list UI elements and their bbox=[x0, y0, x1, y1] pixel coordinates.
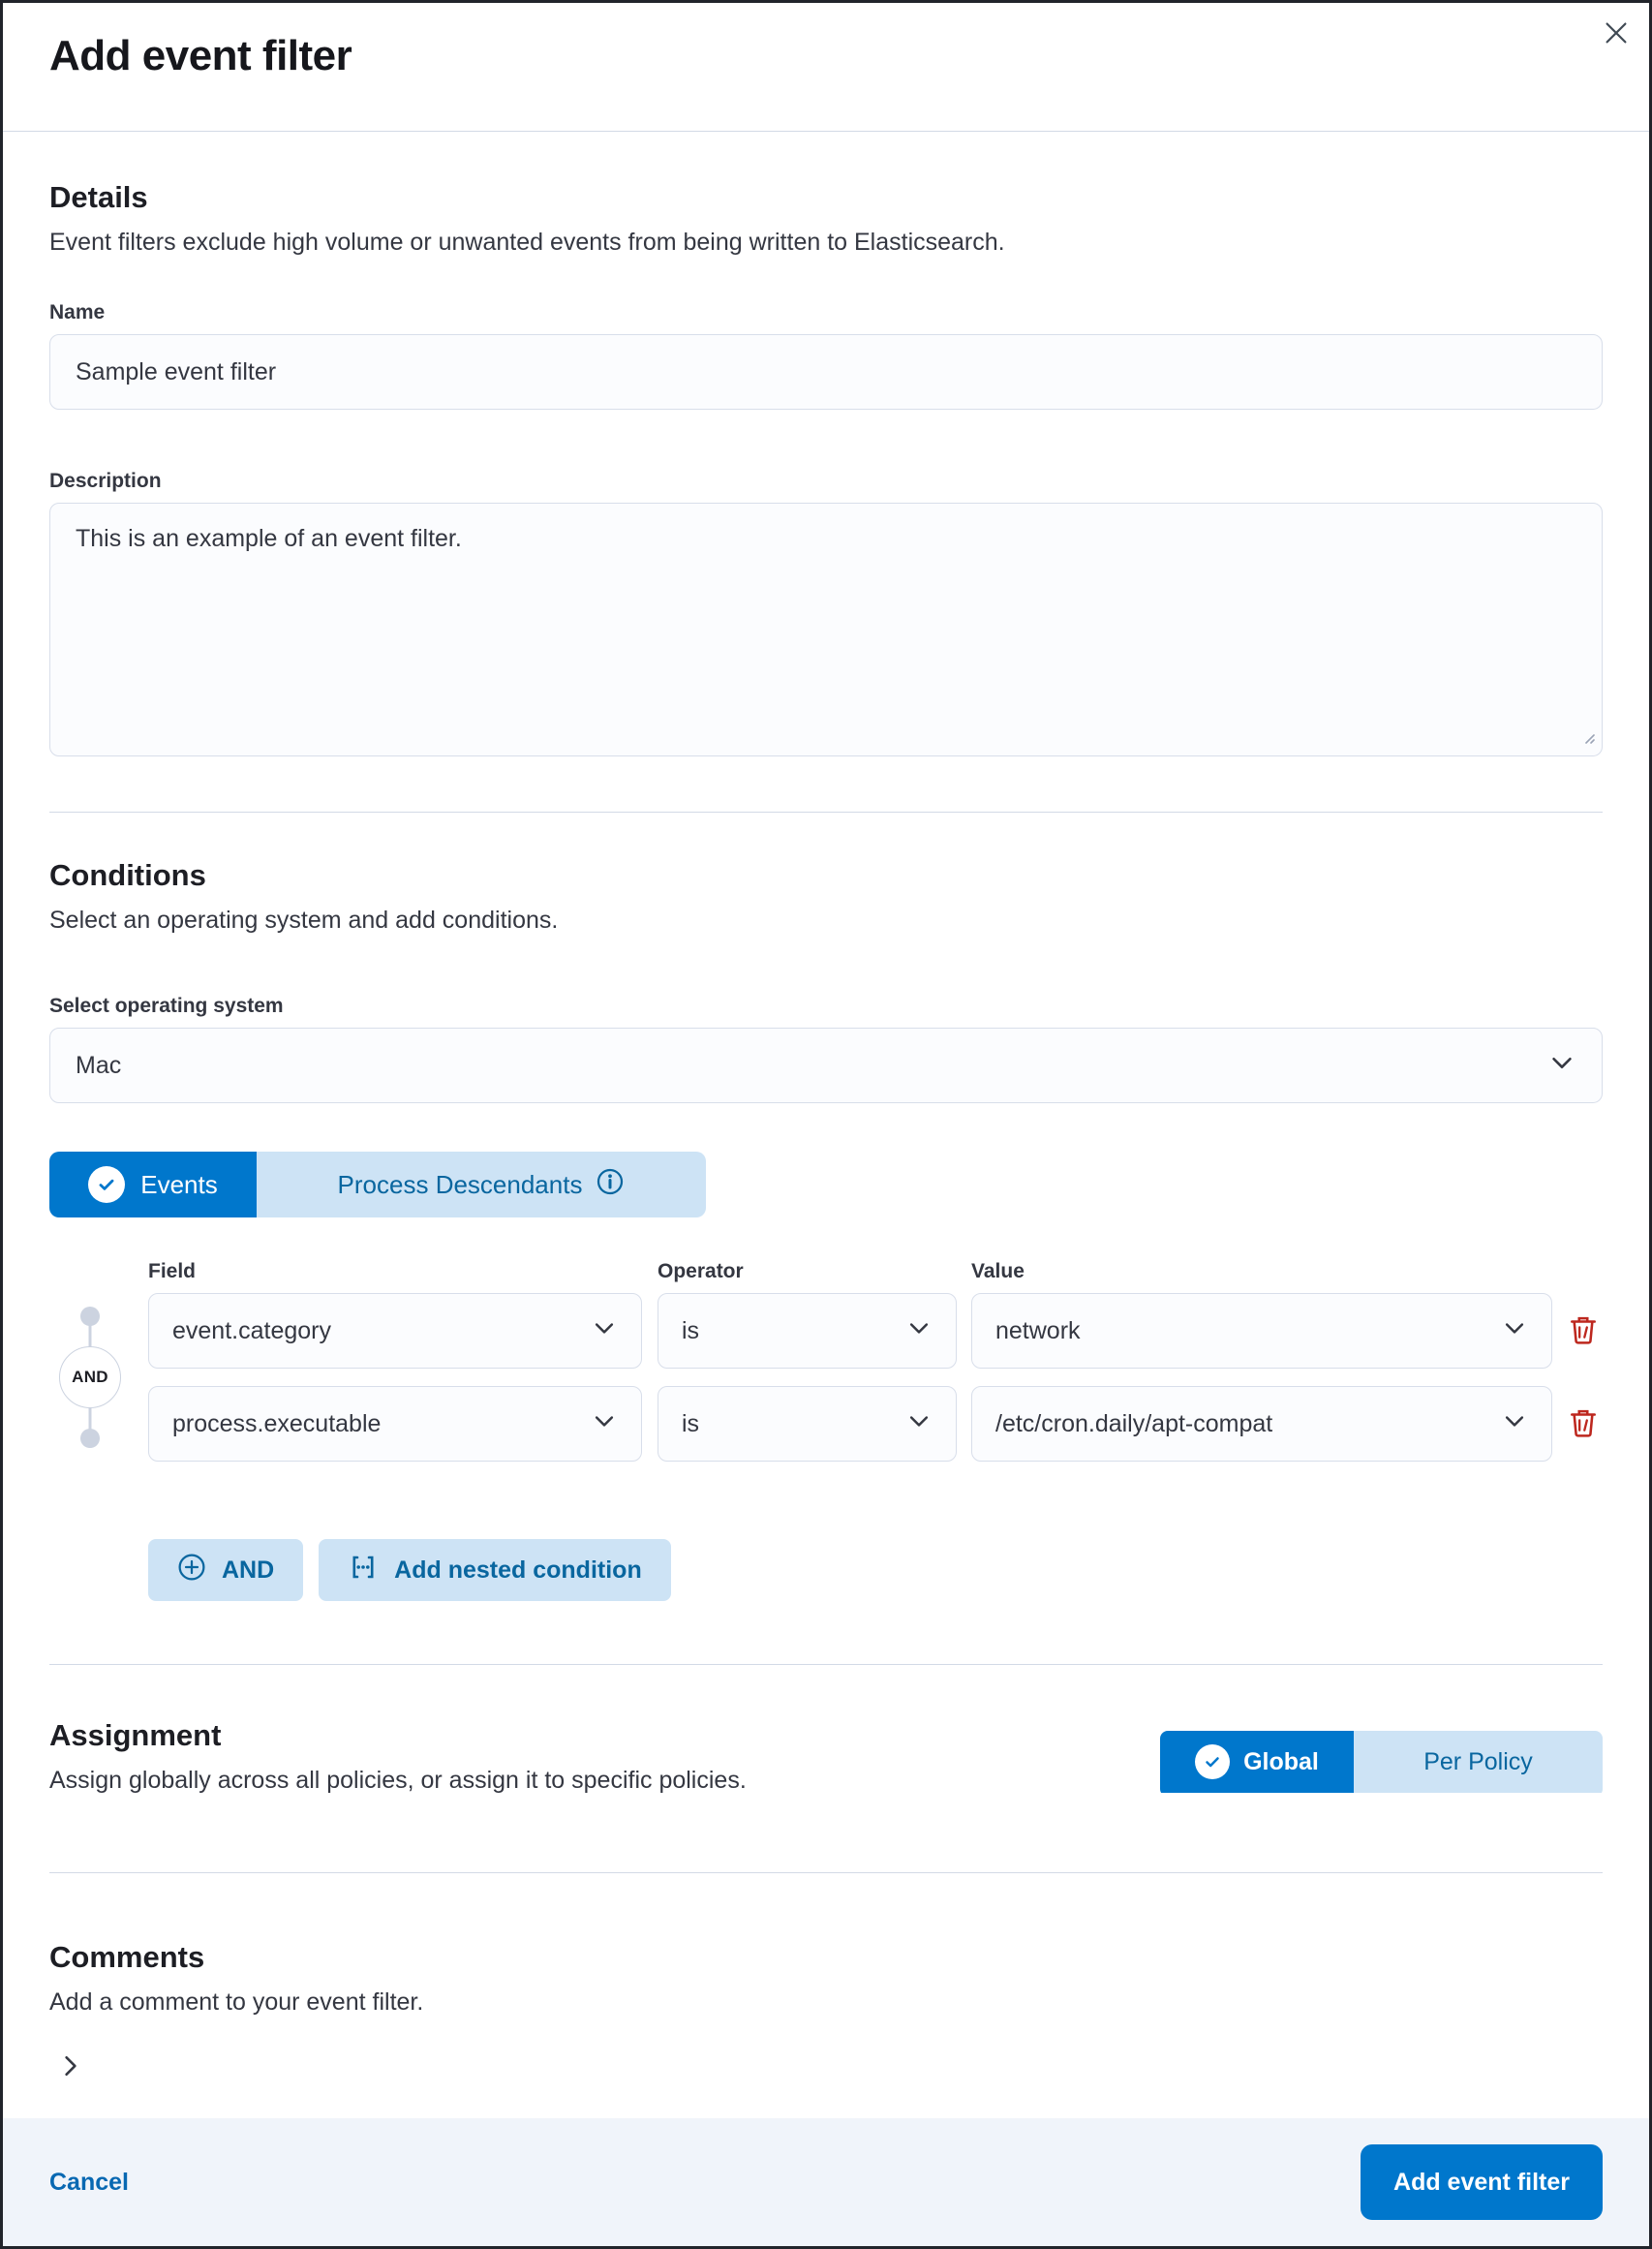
conditions-subtitle: Select an operating system and add conditions. bbox=[49, 907, 559, 934]
name-label: Name bbox=[49, 301, 106, 323]
chevron-down-icon bbox=[1547, 1048, 1576, 1084]
operator-select-value: is bbox=[682, 1316, 700, 1344]
operator-select[interactable] bbox=[658, 1293, 957, 1369]
add-event-filter-button[interactable]: Add event filter bbox=[1361, 2144, 1603, 2220]
toggle-per-policy-label: Per Policy bbox=[1423, 1747, 1533, 1775]
chevron-down-icon bbox=[591, 1407, 618, 1441]
assignment-heading: Assignment bbox=[49, 1718, 222, 1752]
toggle-per-policy[interactable] bbox=[1354, 1731, 1603, 1793]
builder-actions bbox=[49, 1539, 1603, 1601]
tab-events-label: Events bbox=[140, 1169, 218, 1199]
divider bbox=[49, 812, 1603, 813]
tab-process-descendants[interactable] bbox=[257, 1152, 706, 1217]
cancel-button[interactable]: Cancel bbox=[49, 2168, 129, 2196]
value-select-value: network bbox=[995, 1316, 1081, 1344]
conditions-heading: Conditions bbox=[49, 858, 206, 892]
value-select[interactable] bbox=[971, 1386, 1552, 1462]
plus-circle-icon bbox=[177, 1553, 206, 1588]
description-label: Description bbox=[49, 470, 162, 492]
details-heading: Details bbox=[49, 180, 148, 214]
description-field-wrap bbox=[49, 503, 1603, 756]
chevron-down-icon bbox=[1501, 1314, 1528, 1348]
add-nested-condition-button[interactable] bbox=[319, 1539, 671, 1601]
add-nested-condition-label: Add nested condition bbox=[394, 1556, 642, 1584]
check-icon bbox=[1195, 1744, 1230, 1779]
condition-row bbox=[148, 1293, 1603, 1369]
assignment-toggle-group bbox=[1160, 1731, 1603, 1797]
modal-footer bbox=[3, 2118, 1649, 2246]
divider bbox=[49, 1664, 1603, 1665]
value-select-value: /etc/cron.daily/apt-compat bbox=[995, 1409, 1273, 1437]
condition-row bbox=[148, 1386, 1603, 1462]
chevron-down-icon bbox=[591, 1314, 618, 1348]
modal-header bbox=[3, 3, 1649, 132]
condition-rows bbox=[49, 1293, 1603, 1462]
os-select[interactable] bbox=[49, 1028, 1603, 1103]
value-select[interactable] bbox=[971, 1293, 1552, 1369]
operator-select-value: is bbox=[682, 1409, 700, 1437]
delete-condition-button[interactable] bbox=[1564, 1402, 1603, 1445]
comments-subtitle: Add a comment to your event filter. bbox=[49, 1988, 424, 2016]
and-connector bbox=[59, 1307, 121, 1448]
close-button[interactable] bbox=[1593, 11, 1639, 57]
comments-heading: Comments bbox=[49, 1940, 205, 1974]
assignment-section bbox=[49, 1717, 1603, 1797]
and-connector-badge: AND bbox=[59, 1346, 121, 1408]
resize-grip-icon[interactable] bbox=[1580, 729, 1596, 750]
tab-process-descendants-label: Process Descendants bbox=[337, 1169, 583, 1199]
nested-condition-icon bbox=[348, 1552, 379, 1589]
operator-select[interactable] bbox=[658, 1386, 957, 1462]
chevron-down-icon bbox=[905, 1407, 933, 1441]
delete-condition-button[interactable] bbox=[1564, 1309, 1603, 1352]
details-subtitle: Event filters exclude high volume or unwanted events from being written to Elasticsearch. bbox=[49, 229, 1005, 256]
os-select-label: Select operating system bbox=[49, 995, 284, 1017]
operator-column-label: Operator bbox=[658, 1260, 744, 1282]
os-select-value: Mac bbox=[76, 1051, 122, 1079]
add-and-condition-label: AND bbox=[222, 1556, 275, 1584]
field-select-value: event.category bbox=[172, 1316, 331, 1344]
filter-type-tabs bbox=[49, 1152, 706, 1217]
chevron-right-icon bbox=[57, 2050, 84, 2084]
check-icon bbox=[88, 1166, 125, 1203]
condition-column-labels bbox=[49, 1258, 1603, 1285]
assignment-text bbox=[49, 1717, 1160, 1797]
field-select[interactable] bbox=[148, 1386, 642, 1462]
field-select[interactable] bbox=[148, 1293, 642, 1369]
close-icon bbox=[1601, 17, 1632, 51]
toggle-global[interactable] bbox=[1160, 1731, 1354, 1793]
chevron-down-icon bbox=[1501, 1407, 1528, 1441]
assignment-subtitle: Assign globally across all policies, or assign it to specific policies. bbox=[49, 1767, 747, 1794]
value-column-label: Value bbox=[971, 1260, 1025, 1282]
description-field[interactable] bbox=[49, 503, 1603, 756]
name-field-wrap bbox=[49, 334, 1603, 410]
modal-title: Add event filter bbox=[49, 32, 352, 79]
trash-icon bbox=[1567, 1311, 1600, 1351]
add-and-condition-button[interactable] bbox=[148, 1539, 303, 1601]
field-select-value: process.executable bbox=[172, 1409, 382, 1437]
chevron-down-icon bbox=[905, 1314, 933, 1348]
info-icon bbox=[596, 1167, 625, 1203]
modal-body bbox=[3, 132, 1649, 2118]
trash-icon bbox=[1567, 1404, 1600, 1444]
connector-dot bbox=[80, 1429, 100, 1448]
divider bbox=[49, 1872, 1603, 1873]
tab-events[interactable] bbox=[49, 1152, 257, 1217]
field-column-label: Field bbox=[148, 1260, 197, 1282]
toggle-global-label: Global bbox=[1243, 1747, 1319, 1775]
comments-accordion-toggle[interactable] bbox=[57, 2048, 100, 2086]
name-field[interactable] bbox=[76, 358, 1576, 386]
